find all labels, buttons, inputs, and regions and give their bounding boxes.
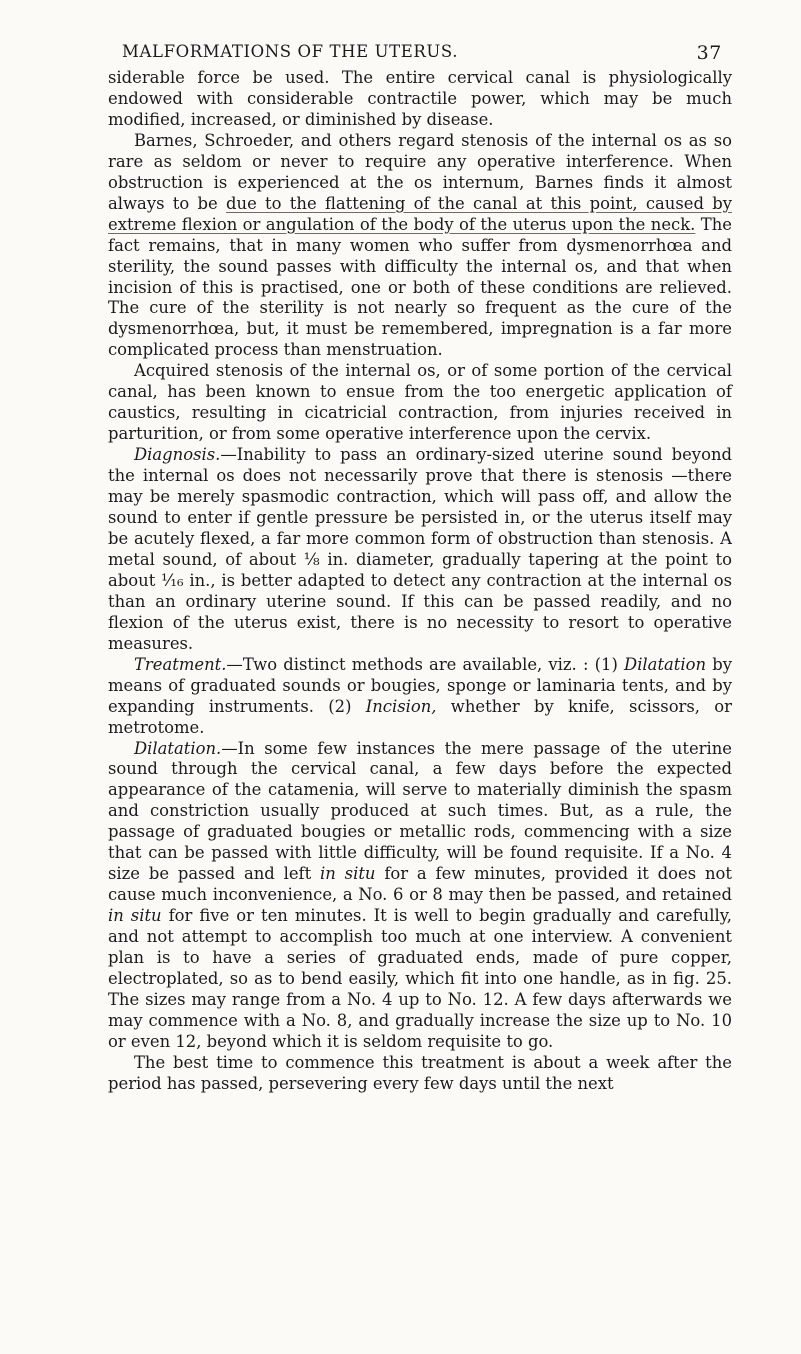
- paragraph-text: whether by knife, scissors, or metrotome.: [108, 696, 732, 737]
- paragraph-text: siderable force be used. The entire cervical canal is physiologically endowed with considerable contractile power, which may be much modified, increased, or diminished by disease.: [108, 68, 732, 129]
- italic-term: in situ: [320, 864, 376, 884]
- paragraph-text: —Inability to pass an ordinary-sized uterine sound beyond the internal os does not necessarily prove that there is stenosis —there may be merely spasmodic contraction, which will pass off, and allow the sound to enter if gentle pressure be persisted in, or the uterus itself may be acutely flexed, a far more common form of obstruction than stenosis. A metal sound, of about: [108, 445, 732, 569]
- section-label-dilatation: Dilatation.: [134, 738, 222, 758]
- fraction: ⅛: [303, 549, 320, 569]
- section-label-treatment: Treatment.: [134, 654, 227, 674]
- fraction: ¹⁄₁₆: [161, 570, 184, 590]
- paragraph-acquired-stenosis: [108, 361, 732, 445]
- paragraph-diagnosis: [108, 445, 732, 655]
- paragraph-best-time: [108, 1053, 732, 1095]
- paragraph-treatment: [108, 655, 732, 739]
- paragraph-text: The fact remains, that in many women who suffer from dysmenorrhœa and sterility, the sound passes with difficulty the internal os, and that when incision of this is practised, one or both of these conditions are relieved. The cure of the sterility is not nearly so frequent as the cure of the dysmenorrhœa, but, it must be remembered, impregnation is a far more complicated process than menstruation.: [108, 214, 732, 360]
- section-label-diagnosis: Diagnosis.: [134, 445, 221, 465]
- italic-term: in situ: [108, 906, 162, 926]
- paragraph-continuation: [108, 68, 732, 131]
- paragraph-text: for five or ten minutes. It is well to begin gradually and carefully, and not attempt to accomplish too much at one interview. A convenient plan is to have a series of graduated ends, made of pure copper, electroplated, so as to bend easily, which fit into one handle, as in fig. 25. The sizes may range from a No. 4 up to No. 12. A few days afterwards we may commence with a No. 8, and gradually increase the size up to No. 10 or even 12, beyond which it is seldom requisite to go.: [108, 906, 732, 1051]
- underlined-text: due to the flattening of the canal at this point, caused by extreme flexion or angulation of the body of the uterus upon the neck.: [108, 193, 732, 234]
- paragraph-text: by means of graduated sounds or bougies, sponge or laminaria tents, and by expanding instruments. (2): [108, 654, 732, 716]
- paragraph-text: in., is better adapted to detect any contraction at the internal os than an ordinary uterine sound. If this can be passed readily, and no flexion of the uterus exist, there is no necessity to resort to operative measures.: [108, 570, 732, 653]
- running-title: MALFORMATIONS OF THE UTERUS.: [122, 42, 459, 61]
- paragraph-dilatation: [108, 739, 732, 1053]
- paragraph-text: Barnes, Schroeder, and others regard stenosis of the internal os as so rare as seldom or never to require any operative interference. When obstruction is experienced at the os internum, Barnes finds it almost always to be: [108, 130, 732, 213]
- italic-term: Incision,: [365, 696, 437, 716]
- paragraph-text: —In some few instances the mere passage of the uterine sound through the cervical canal, a few days before the expected appearance of the catamenia, will serve to materially diminish the spasm and constriction usually produced at such times. But, as a rule, the passage of graduated bougies or metallic rods, commencing with a size that can be passed with little difficulty, will be found requisite. If a No. 4 size be passed and left: [108, 738, 732, 884]
- paragraph-text: The best time to commence this treatment is about a week after the period has passed, persevering every few days until the next: [108, 1052, 732, 1093]
- italic-term: Dilatation: [624, 654, 707, 674]
- page-body: [108, 68, 732, 1095]
- paragraph-text: in. diameter, gradually tapering at the point to about: [108, 549, 732, 590]
- paragraph-text: Acquired stenosis of the internal os, or of some portion of the cervical canal, has been known to ensue from the too energetic application of caustics, resulting in cicatricial contraction, from injuries received in parturition, or from some operative interference upon the cervix.: [108, 361, 732, 444]
- paragraph-text: —Two distinct methods are available, viz. : (1): [226, 654, 625, 674]
- paragraph-barnes: [108, 131, 732, 361]
- page-number: 37: [696, 42, 722, 64]
- paragraph-text: for a few minutes, provided it does not cause much inconvenience, a No. 6 or 8 may then be passed, and retained: [108, 864, 732, 905]
